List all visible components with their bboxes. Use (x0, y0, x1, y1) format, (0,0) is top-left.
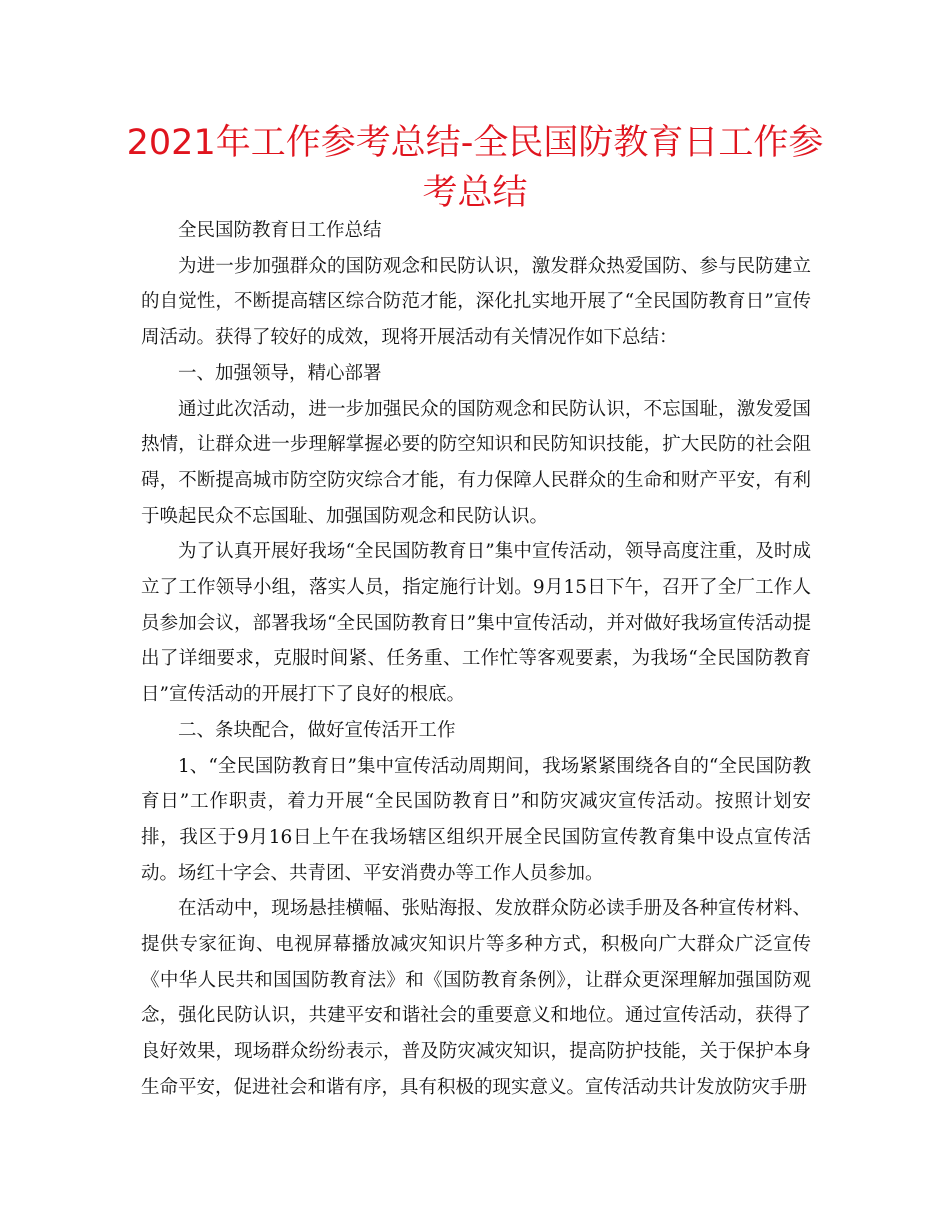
paragraph: 通过此次活动，进一步加强民众的国防观念和民防认识，不忘国耻，激发爱国热情，让群众进一步理解掌握必要的防空知识和民防知识技能，扩大民防的社会阻碍，不断提高城市防空防灾综合才能，有力保障人民群众的生命和财产平安，有利于唤起民众不忘国耻、加强国防观念和民防认识。 (141, 398, 811, 527)
paragraph-subtitle: 全民国防教育日工作总结 (178, 220, 382, 241)
paragraph: 在活动中，现场悬挂横幅、张贴海报、发放群众防必读手册及各种宣传材料、提供专家征询、电视屏幕播放减灾知识片等多种方式，积极向广大群众广泛宣传《中华人民共和国国防教育法》和《国防教育条例》，让群众更深理解加强国防观念，强化民防认识，共建平安和谐社会的重要意义和地位。通过宣传活动，获得了良好效果，现场群众纷纷表示，普及防灾减灾知识，提高防护技能，关于保护本身生命平安，促进社会和谐有序，具有积极的现实意义。宣传活动共计发放防灾手册 (141, 898, 811, 1098)
paragraph: 为进一步加强群众的国防观念和民防认识，激发群众热爱国防、参与民防建立的自觉性，不断提高辖区综合防范才能，深化扎实地开展了“全民国防教育日”宣传周活动。获得了较好的成效，现将开展活动有关情况作如下总结： (141, 255, 811, 349)
section-heading: 一、加强领导，精心部署 (178, 362, 382, 384)
section-heading: 二、条块配合，做好宣传活开工作 (178, 719, 456, 741)
paragraph: 为了认真开展好我场“全民国防教育日”集中宣传活动，领导高度注重，及时成立了工作领导小组，落实人员，指定施行计划。9月15日下午，召开了全厂工作人员参加会议，部署我场“全民国防教育日”集中宣传活动，并对做好我场宣传活动提出了详细要求，克服时间紧、任务重、工作忙等客观要素，为我场“全民国防教育日”宣传活动的开展打下了良好的根底。 (141, 541, 811, 706)
document-title: 2021年工作参考总结-全民国防教育日工作参考总结 (126, 123, 824, 213)
paragraph: 1、“全民国防教育日”集中宣传活动周期间，我场紧紧围绕各自的“全民国防教育日”工作职责，着力开展“全民国防教育日”和防灾减灾宣传活动。按照计划安排，我区于9月16日上午在我场辖区组织开展全民国防宣传教育集中设点宣传活动。场红十字会、共青团、平安消费办等工作人员参加。 (141, 755, 811, 884)
document-body (141, 213, 811, 1106)
